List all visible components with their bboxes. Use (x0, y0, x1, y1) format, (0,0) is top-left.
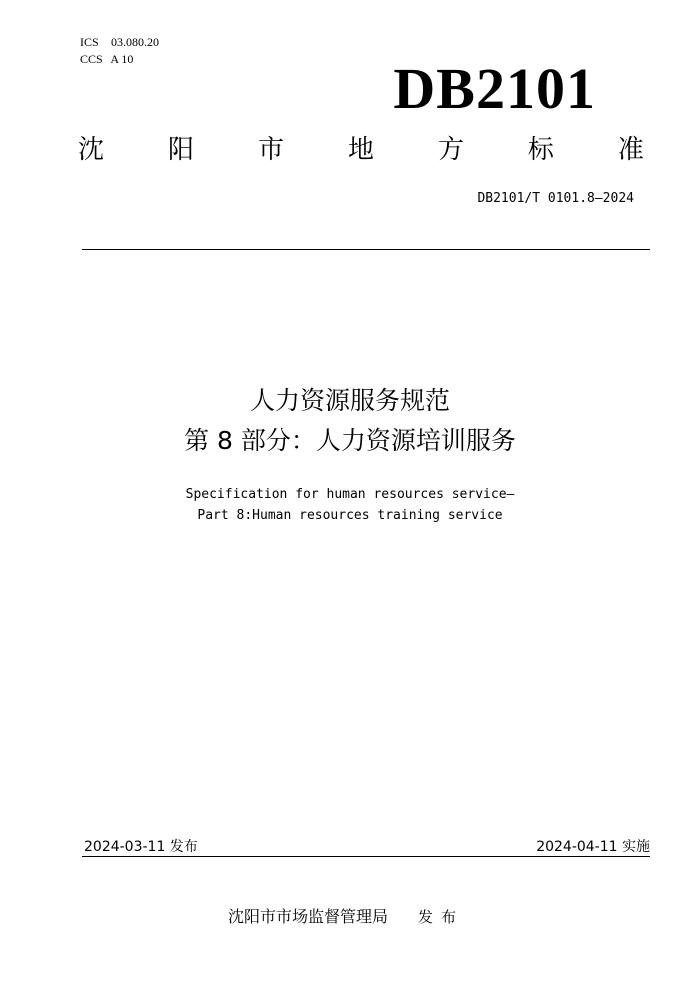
standard-type-char: 准 (617, 135, 644, 165)
ccs-value: A 10 (110, 52, 134, 66)
title-en-line2: Part 8:Human resources training service (197, 508, 503, 523)
ccs-code (80, 51, 159, 68)
standard-type-char: 地 (347, 135, 374, 165)
top-divider (82, 249, 650, 250)
ics-label: ICS (80, 35, 99, 49)
classification-codes (80, 34, 159, 68)
issuer (228, 904, 464, 927)
title-cn-line2: 第 8 部分：人力资源培训服务 (184, 426, 516, 455)
issuer-name: 沈阳市市场监督管理局 (228, 907, 389, 926)
standard-type-char: 市 (257, 135, 284, 165)
publish-date: 2024-03-11 发布 (84, 839, 198, 855)
standard-number: DB2101/T 0101.8—2024 (477, 191, 634, 206)
standard-type-char: 方 (437, 135, 464, 165)
standard-type-title (78, 133, 644, 167)
title-en (0, 484, 700, 526)
bottom-divider (82, 856, 650, 857)
ics-value: 03.080.20 (111, 35, 159, 49)
standard-type-char: 标 (527, 135, 554, 165)
ics-code (80, 34, 159, 51)
title-cn-line1: 人力资源服务规范 (249, 386, 450, 415)
ccs-label: CCS (80, 52, 103, 66)
standard-logo: DB2101 (393, 56, 596, 121)
title-en-line1: Specification for human resources service— (185, 487, 515, 502)
standard-type-char: 阳 (167, 135, 194, 165)
issuer-action: 发布 (418, 908, 465, 926)
standard-type-char: 沈 (78, 135, 105, 165)
implement-date: 2024-04-11 实施 (536, 839, 650, 855)
